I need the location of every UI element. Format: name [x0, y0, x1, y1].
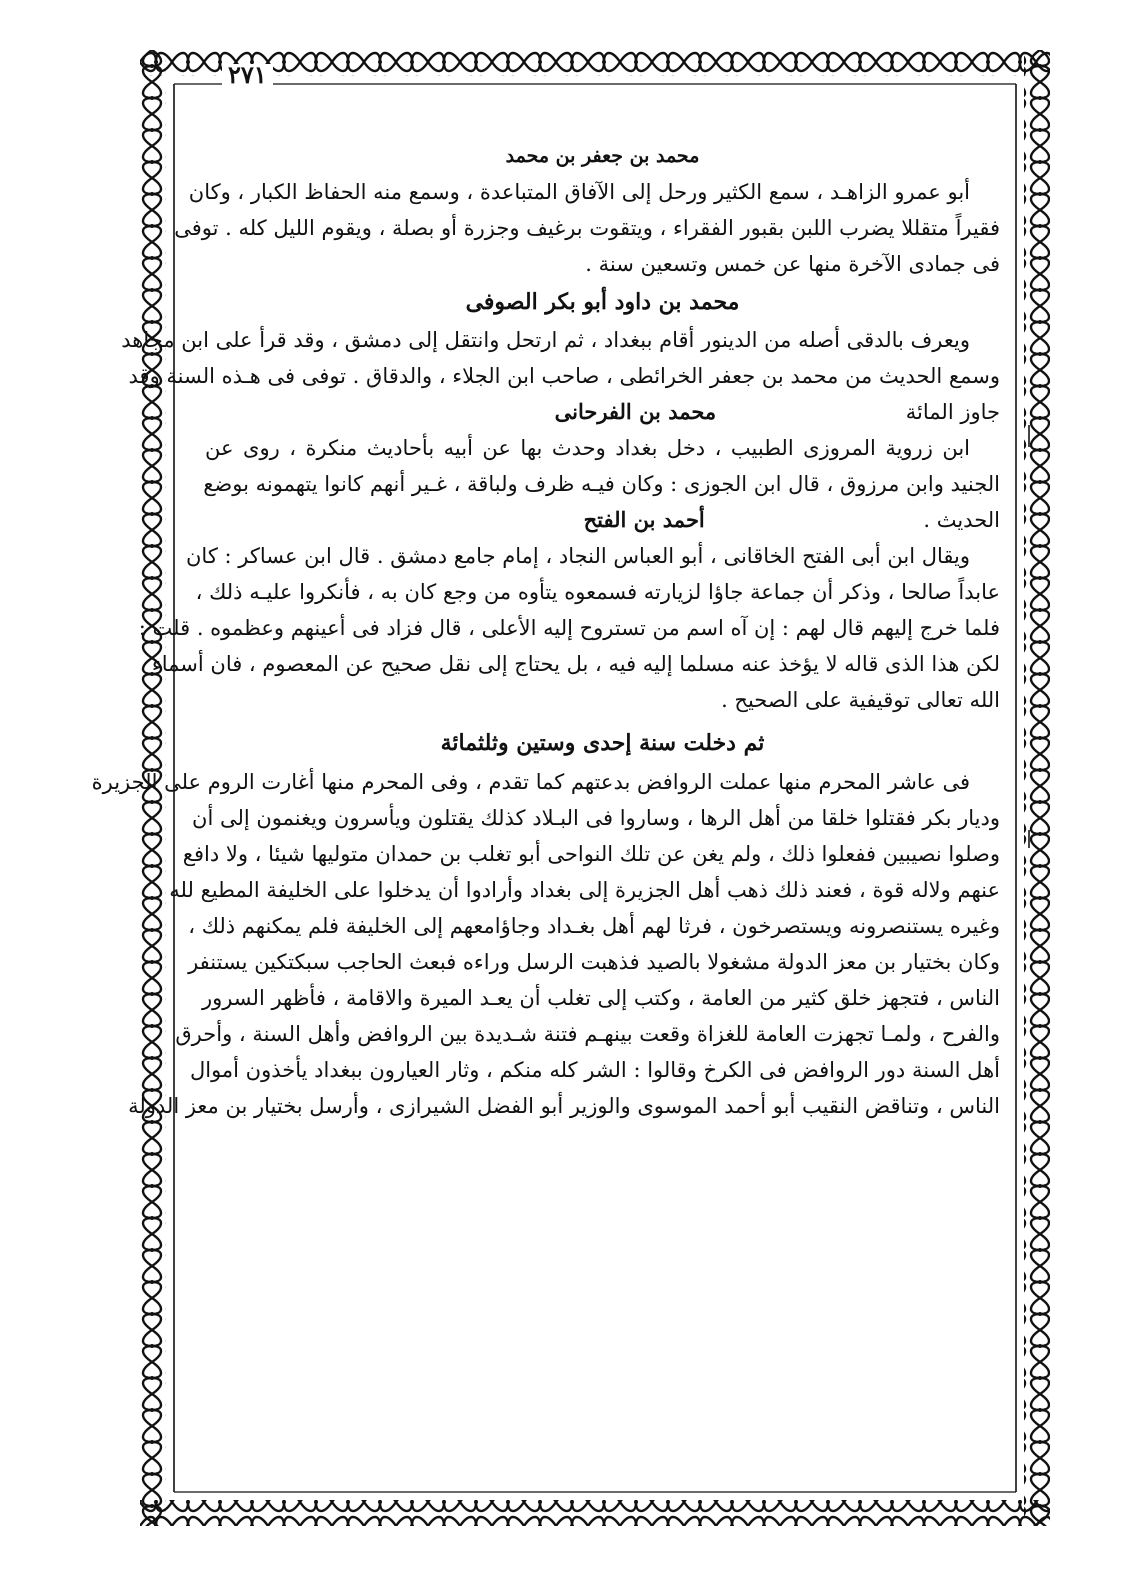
entry-heading: محمد بن جعفر بن محمد [505, 145, 700, 167]
text-line: وديار بكر فقتلوا خلقا من أهل الرها ، وساروا فى البـلاد كذلك يقتلون ويأسرون ويغنمون إلى أن [192, 806, 1000, 830]
border-bottom [140, 1500, 1050, 1526]
trailing-line-with-heading [205, 394, 1000, 430]
text-line: وغيره يستنصرونه ويستصرخون ، فرثا لهم أهل بغـداد وجاؤامعهم إلى الخليفة فلم يمكنهم ذلك ، [188, 914, 1000, 938]
text-line: ابن زروية المروزى الطبيب ، دخل بغداد وحدث بها عن أبيه بأحاديث منكرة ، روى عن [205, 436, 970, 460]
text-line: الناس ، فتجهز خلق كثير من العامة ، وكتب إلى تغلب أن يعـد الميرة والاقامة ، فأظهر السرور [201, 986, 1000, 1010]
entry-heading: محمد بن داود أبو بكر الصوفى [465, 289, 740, 315]
year-heading: ثم دخلت سنة إحدى وستين وثلثمائة [440, 730, 765, 756]
text-line: وصلوا نصيبين ففعلوا ذلك ، ولم يغن عن تلك النواحى أبو تغلب بن حمدان متوليها شيئا ، ولا دافع [182, 842, 1000, 866]
text-line: وسمع الحديث من محمد بن جعفر الخرائطى ، صاحب ابن الجلاء ، والدقاق . توفى فى هـذه السنة وقد [128, 364, 1000, 388]
text-line: فى جمادى الآخرة منها عن خمس وتسعين سنة . [585, 252, 1000, 276]
text-line: والفرح ، ولمـا تجهزت العامة للغزاة وقعت بينهـم فتنة شـديدة بين الروافض وأهل السنة ، وأحرق [175, 1022, 1000, 1046]
text-line: لكن هذا الذى قاله لا يؤخذ عنه مسلما إليه فيه ، بل يحتاج إلى نقل صحيح عن المعصوم ، فان أسماء [151, 652, 1000, 676]
text-line: فقيراً متقللا يضرب اللبن بقبور الفقراء ، ويتقوت برغيف وجزرة أو بصلة ، ويقوم الليل كله . توفى [174, 216, 1000, 240]
entry-heading: محمد بن الفرحانى [554, 399, 717, 424]
entry-heading: أحمد بن الفتح [583, 507, 705, 532]
text-line: فلما خرج إليهم قال لهم : إن آه اسم من تستروح إليه الأعلى ، قال فزاد فى أعينهم وعظموه . قلت : [138, 616, 1000, 640]
trailing-line-with-heading [205, 502, 1000, 538]
page-body [91, 138, 1000, 1124]
trailing-text: جاوز المائة [905, 400, 1000, 424]
border-top [140, 50, 1050, 76]
text-line: الناس ، وتناقض النقيب أبو أحمد الموسوى والوزير أبو الفضل الشيرازى ، وأرسل بختيار بن معز الدولة [128, 1094, 1000, 1118]
text-line: الجنيد وابن مرزوق ، قال ابن الجوزى : وكان فيـه ظرف ولباقة ، غـير أنهم كانوا يتهمونه بوضع [203, 472, 1000, 496]
text-line: ويقال ابن أبى الفتح الخاقانى ، أبو العباس النجاد ، إمام جامع دمشق . قال ابن عساكر : كان [186, 544, 970, 568]
trailing-text: الحديث . [923, 508, 1000, 532]
text-line: وكان بختيار بن معز الدولة مشغولا بالصيد فذهبت الرسل وراءه فبعث الحاجب سبكتكين يستنفر [188, 950, 1000, 974]
text-line: فى عاشر المحرم منها عملت الروافض بدعتهم كما تقدم ، وفى المحرم منها أغارت الروم على الجزيرة [91, 770, 970, 794]
border-right [1024, 50, 1050, 1526]
text-line: عابداً صالحا ، وذكر أن جماعة جاؤا لزيارته فسمعوه يتأوه من وجع كان به ، فأنكروا عليـه ذلك ، [195, 580, 1000, 604]
text-line: أهل السنة دور الروافض فى الكرخ وقالوا : الشر كله منكم ، وثار العيارون ببغداد يأخذون أموال [189, 1058, 1000, 1082]
page-number: ٢٧١ [222, 64, 273, 86]
text-line: الله تعالى توقيفية على الصحيح . [721, 688, 1000, 712]
scan-mark [1028, 425, 1030, 447]
text-line: أبو عمرو الزاهـد ، سمع الكثير ورحل إلى الآفاق المتباعدة ، وسمع منه الحفاظ الكبار ، وكان [188, 180, 970, 204]
text-line: عنهم ولاله قوة ، فعند ذلك ذهب أهل الجزيرة إلى بغداد وأرادوا أن يدخلوا على الخليفة المطيع لله [169, 878, 1000, 902]
text-line: ويعرف بالدقى أصله من الدينور أقام ببغداد ، ثم ارتحل وانتقل إلى دمشق ، وقد قرأ على ابن مجاهد [121, 328, 970, 352]
scan-mark [1028, 830, 1030, 848]
